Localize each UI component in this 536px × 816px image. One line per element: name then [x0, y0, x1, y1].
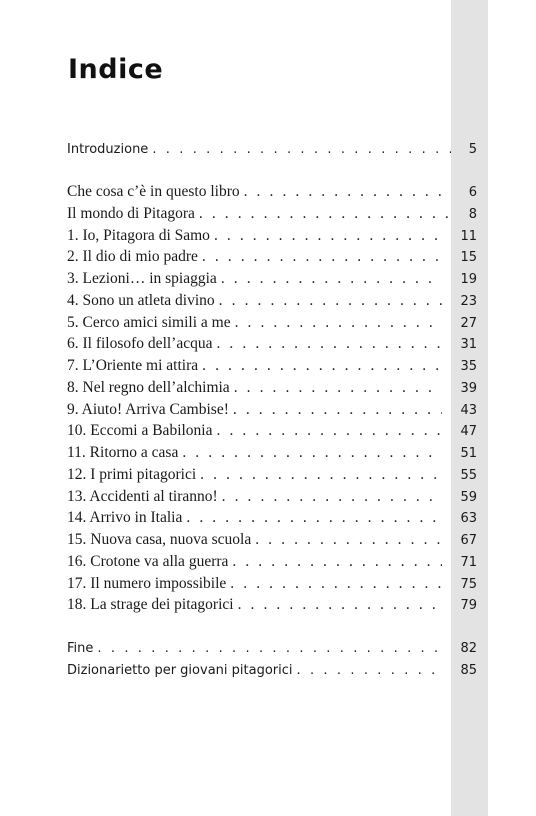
- toc-entry-page: 75: [460, 576, 477, 592]
- toc-entry-label: 7. L’Oriente mi attira: [67, 357, 199, 374]
- leader-dots: [200, 466, 442, 484]
- toc-entry-end: [67, 641, 477, 663]
- toc-entry-page: 31: [460, 337, 477, 353]
- toc-entry-label: Fine: [67, 641, 94, 656]
- toc-entry: [67, 270, 477, 292]
- toc-entry-label: 9. Aiuto! Arriva Cambise!: [67, 400, 229, 418]
- toc-entry-page: 59: [460, 489, 477, 505]
- toc-entry: [67, 183, 477, 205]
- toc-entry: [67, 357, 477, 379]
- toc-entry: [67, 248, 477, 270]
- toc-entry-page: 85: [460, 663, 477, 678]
- leader-dots: [182, 444, 442, 462]
- toc-entry-label: 2. Il dio di mio padre: [67, 248, 198, 266]
- toc-entry-label: Introduzione: [67, 142, 149, 157]
- toc-entry: [67, 335, 477, 357]
- toc-entry-page: 27: [460, 315, 477, 331]
- leader-dots: [216, 335, 442, 353]
- leader-dots: [233, 401, 443, 419]
- toc-entry-intro: [67, 142, 477, 164]
- toc-entry: [67, 531, 477, 553]
- toc-entry-label: 14. Arrivo in Italia: [67, 509, 183, 527]
- toc-entry-label: 10. Eccomi a Babilonia: [67, 422, 213, 440]
- leader-dots: [202, 248, 443, 266]
- leader-dots: [97, 641, 442, 656]
- toc-entry-page: 82: [460, 641, 477, 656]
- toc-entry-label: Dizionarietto per giovani pitagorici: [67, 663, 293, 678]
- toc-entry: [67, 575, 477, 597]
- leader-dots: [244, 183, 451, 201]
- leader-dots: [217, 422, 443, 440]
- toc-entry: [67, 596, 477, 618]
- toc-entry-page: 19: [460, 272, 477, 287]
- leader-dots: [230, 575, 442, 593]
- leader-dots: [234, 379, 443, 397]
- toc-entry-label: 8. Nel regno dell’alchimia: [67, 378, 230, 396]
- toc-entry: [67, 314, 477, 336]
- toc-entry-label: 3. Lezioni… in spiaggia: [67, 270, 217, 287]
- toc-entry-page: 35: [460, 359, 477, 374]
- toc-entry-page: 67: [460, 533, 477, 548]
- toc-entry: [67, 401, 477, 423]
- leader-dots: [221, 270, 443, 288]
- toc-entry-page: 71: [460, 554, 477, 570]
- leader-dots: [186, 509, 442, 527]
- toc-entry-page: 11: [460, 228, 477, 244]
- toc-entry: [67, 509, 477, 531]
- toc-entry: [67, 488, 477, 510]
- leader-dots: [235, 314, 443, 332]
- toc-entry-page: 51: [460, 446, 477, 461]
- leader-dots: [222, 488, 443, 506]
- toc-entry-label: 17. Il numero impossibile: [67, 574, 227, 592]
- toc-entry-page: 79: [460, 598, 477, 614]
- leader-dots: [214, 227, 443, 245]
- toc-entry-page: 47: [460, 424, 477, 440]
- toc-entry-page: 23: [460, 293, 477, 309]
- toc-entry: [67, 205, 477, 227]
- leader-dots: [152, 142, 450, 157]
- leader-dots: [202, 357, 442, 375]
- leader-dots: [255, 531, 442, 549]
- toc-entry-page: 63: [460, 511, 477, 527]
- toc-entry-page: 6: [468, 185, 477, 200]
- leader-dots: [199, 205, 451, 223]
- toc-entry: [67, 466, 477, 488]
- toc-entry-label: Il mondo di Pitagora: [67, 204, 195, 222]
- page-title: Indice: [68, 54, 164, 85]
- toc-entry: [67, 422, 477, 444]
- toc-entry: [67, 379, 477, 401]
- toc-entry-label: 11. Ritorno a casa: [67, 444, 179, 461]
- toc-entry-page: 43: [460, 402, 477, 418]
- toc-entry: [67, 227, 477, 249]
- toc-entry-label: 12. I primi pitagorici: [67, 465, 197, 483]
- toc-entry-page: 5: [468, 142, 477, 157]
- leader-dots: [297, 663, 443, 678]
- leader-dots: [232, 553, 442, 571]
- toc-entry: [67, 292, 477, 314]
- toc-entry-page: 8: [468, 206, 477, 222]
- toc-entry: [67, 553, 477, 575]
- toc-entry-label: 1. Io, Pitagora di Samo: [67, 226, 210, 244]
- toc-entry-label: 4. Sono un atleta divino: [67, 291, 215, 309]
- toc-entry-page: 15: [460, 250, 477, 266]
- toc-entry-label: Che cosa c’è in questo libro: [67, 183, 240, 200]
- toc-entry-page: 39: [460, 380, 477, 396]
- toc-entry: [67, 444, 477, 466]
- toc-entry-label: 15. Nuova casa, nuova scuola: [67, 531, 252, 548]
- toc-entry-label: 5. Cerco amici simili a me: [67, 313, 231, 331]
- toc-entry-end: [67, 663, 477, 685]
- toc-entry-label: 18. La strage dei pitagorici: [67, 596, 234, 614]
- leader-dots: [219, 292, 443, 310]
- toc-entry-label: 16. Crotone va alla guerra: [67, 552, 229, 570]
- leader-dots: [238, 596, 443, 614]
- toc-entry-label: 6. Il filosofo dell’acqua: [67, 335, 213, 353]
- toc-entry-label: 13. Accidenti al tiranno!: [67, 487, 218, 505]
- toc-entry-page: 55: [460, 467, 477, 483]
